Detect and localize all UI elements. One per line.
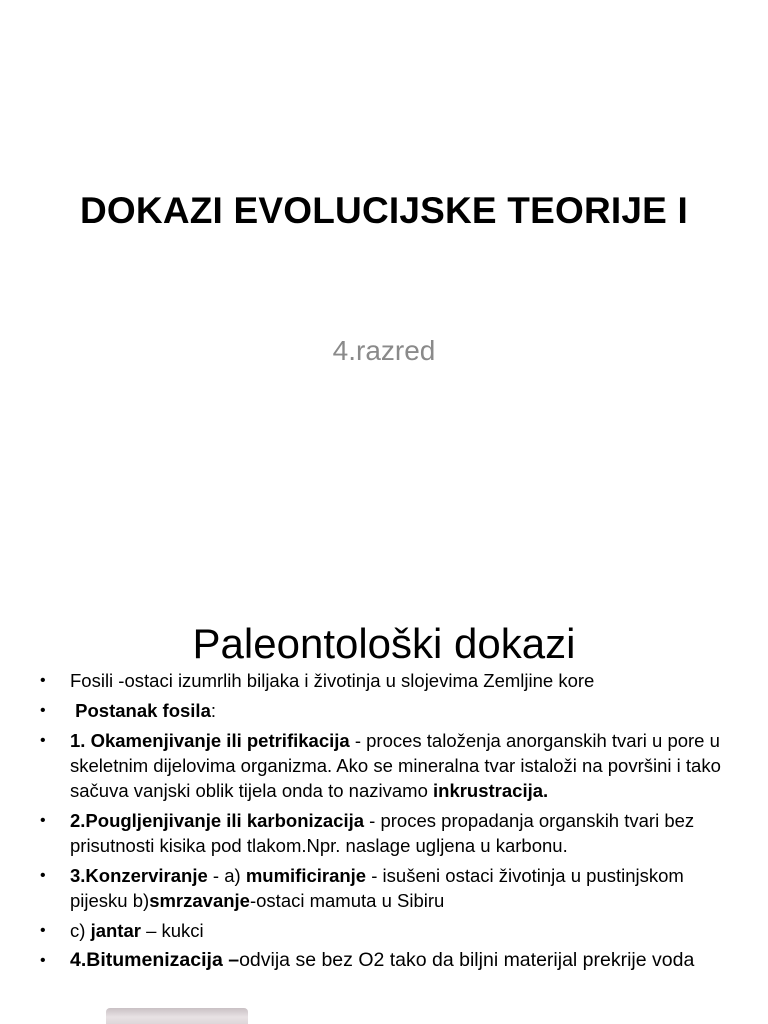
bullet-text: c)	[70, 920, 91, 941]
bullet-dot: •	[40, 702, 46, 719]
bullet-dot: •	[40, 867, 46, 884]
bullet-bold-text: Postanak fosila	[70, 700, 211, 721]
bullet-item	[40, 918, 730, 943]
bullet-item	[40, 863, 730, 913]
bullet-dot: •	[40, 812, 46, 829]
bullet-item	[40, 668, 730, 693]
bullet-bold-text: jantar	[90, 920, 141, 941]
bullet-text: - a)	[207, 865, 246, 886]
slide-2-title: Paleontološki dokazi	[192, 620, 576, 667]
bullet-text: Fosili -ostaci izumrlih biljaka i životinja u slojevima Zemljine kore	[70, 670, 595, 691]
bullet-text: :	[210, 700, 216, 721]
bullet-bold-text: inkrustracija.	[433, 780, 549, 801]
bullet-text: - proces taloženja anorganskih tvari u pore u skeletnim dijelovima organizma. Ako se mineralna tvar istaloži na površini i tako sačuva vanjski oblik tijela onda to nazivamo	[70, 730, 721, 801]
bullet-text: - proces propadanja organskih tvari bez prisutnosti kisika pod tlakom.Npr. naslage ugljena u karbonu.	[70, 810, 695, 856]
bullet-text: odvija se bez O2 tako da biljni materijal prekrije voda	[239, 949, 695, 971]
slide-2	[0, 576, 768, 1024]
bullet-dot: •	[40, 672, 46, 689]
bullet-bold-text: mumificiranje	[245, 865, 367, 886]
bullet-item	[40, 948, 730, 973]
bullet-dot: •	[40, 922, 46, 939]
bullet-item	[40, 808, 730, 858]
bullet-text: - isušeni ostaci životinja u pustinjskom pijesku b)	[70, 865, 684, 911]
bullet-item	[40, 728, 730, 803]
bullet-item	[40, 698, 730, 723]
bullet-bold-text: 2.Pougljenjivanje ili karbonizacija	[70, 810, 365, 831]
bullet-text: -ostaci mamuta u Sibiru	[249, 890, 445, 911]
slide-title: DOKAZI EVOLUCIJSKE TEORIJE I	[80, 190, 688, 231]
slide-subtitle: 4.razred	[332, 335, 436, 366]
bullet-dot: •	[40, 732, 46, 749]
bullet-list	[40, 668, 730, 978]
slide-photo	[106, 1008, 248, 1024]
bullet-dot: •	[40, 952, 46, 969]
bullet-bold-text: smrzavanje	[149, 890, 250, 911]
bullet-bold-text: 4.Bitumenizacija –	[70, 949, 240, 971]
bullet-bold-text: 1. Okamenjivanje ili petrifikacija	[70, 730, 350, 751]
bullet-bold-text: 3.Konzerviranje	[70, 865, 208, 886]
bullet-text: – kukci	[140, 920, 204, 941]
